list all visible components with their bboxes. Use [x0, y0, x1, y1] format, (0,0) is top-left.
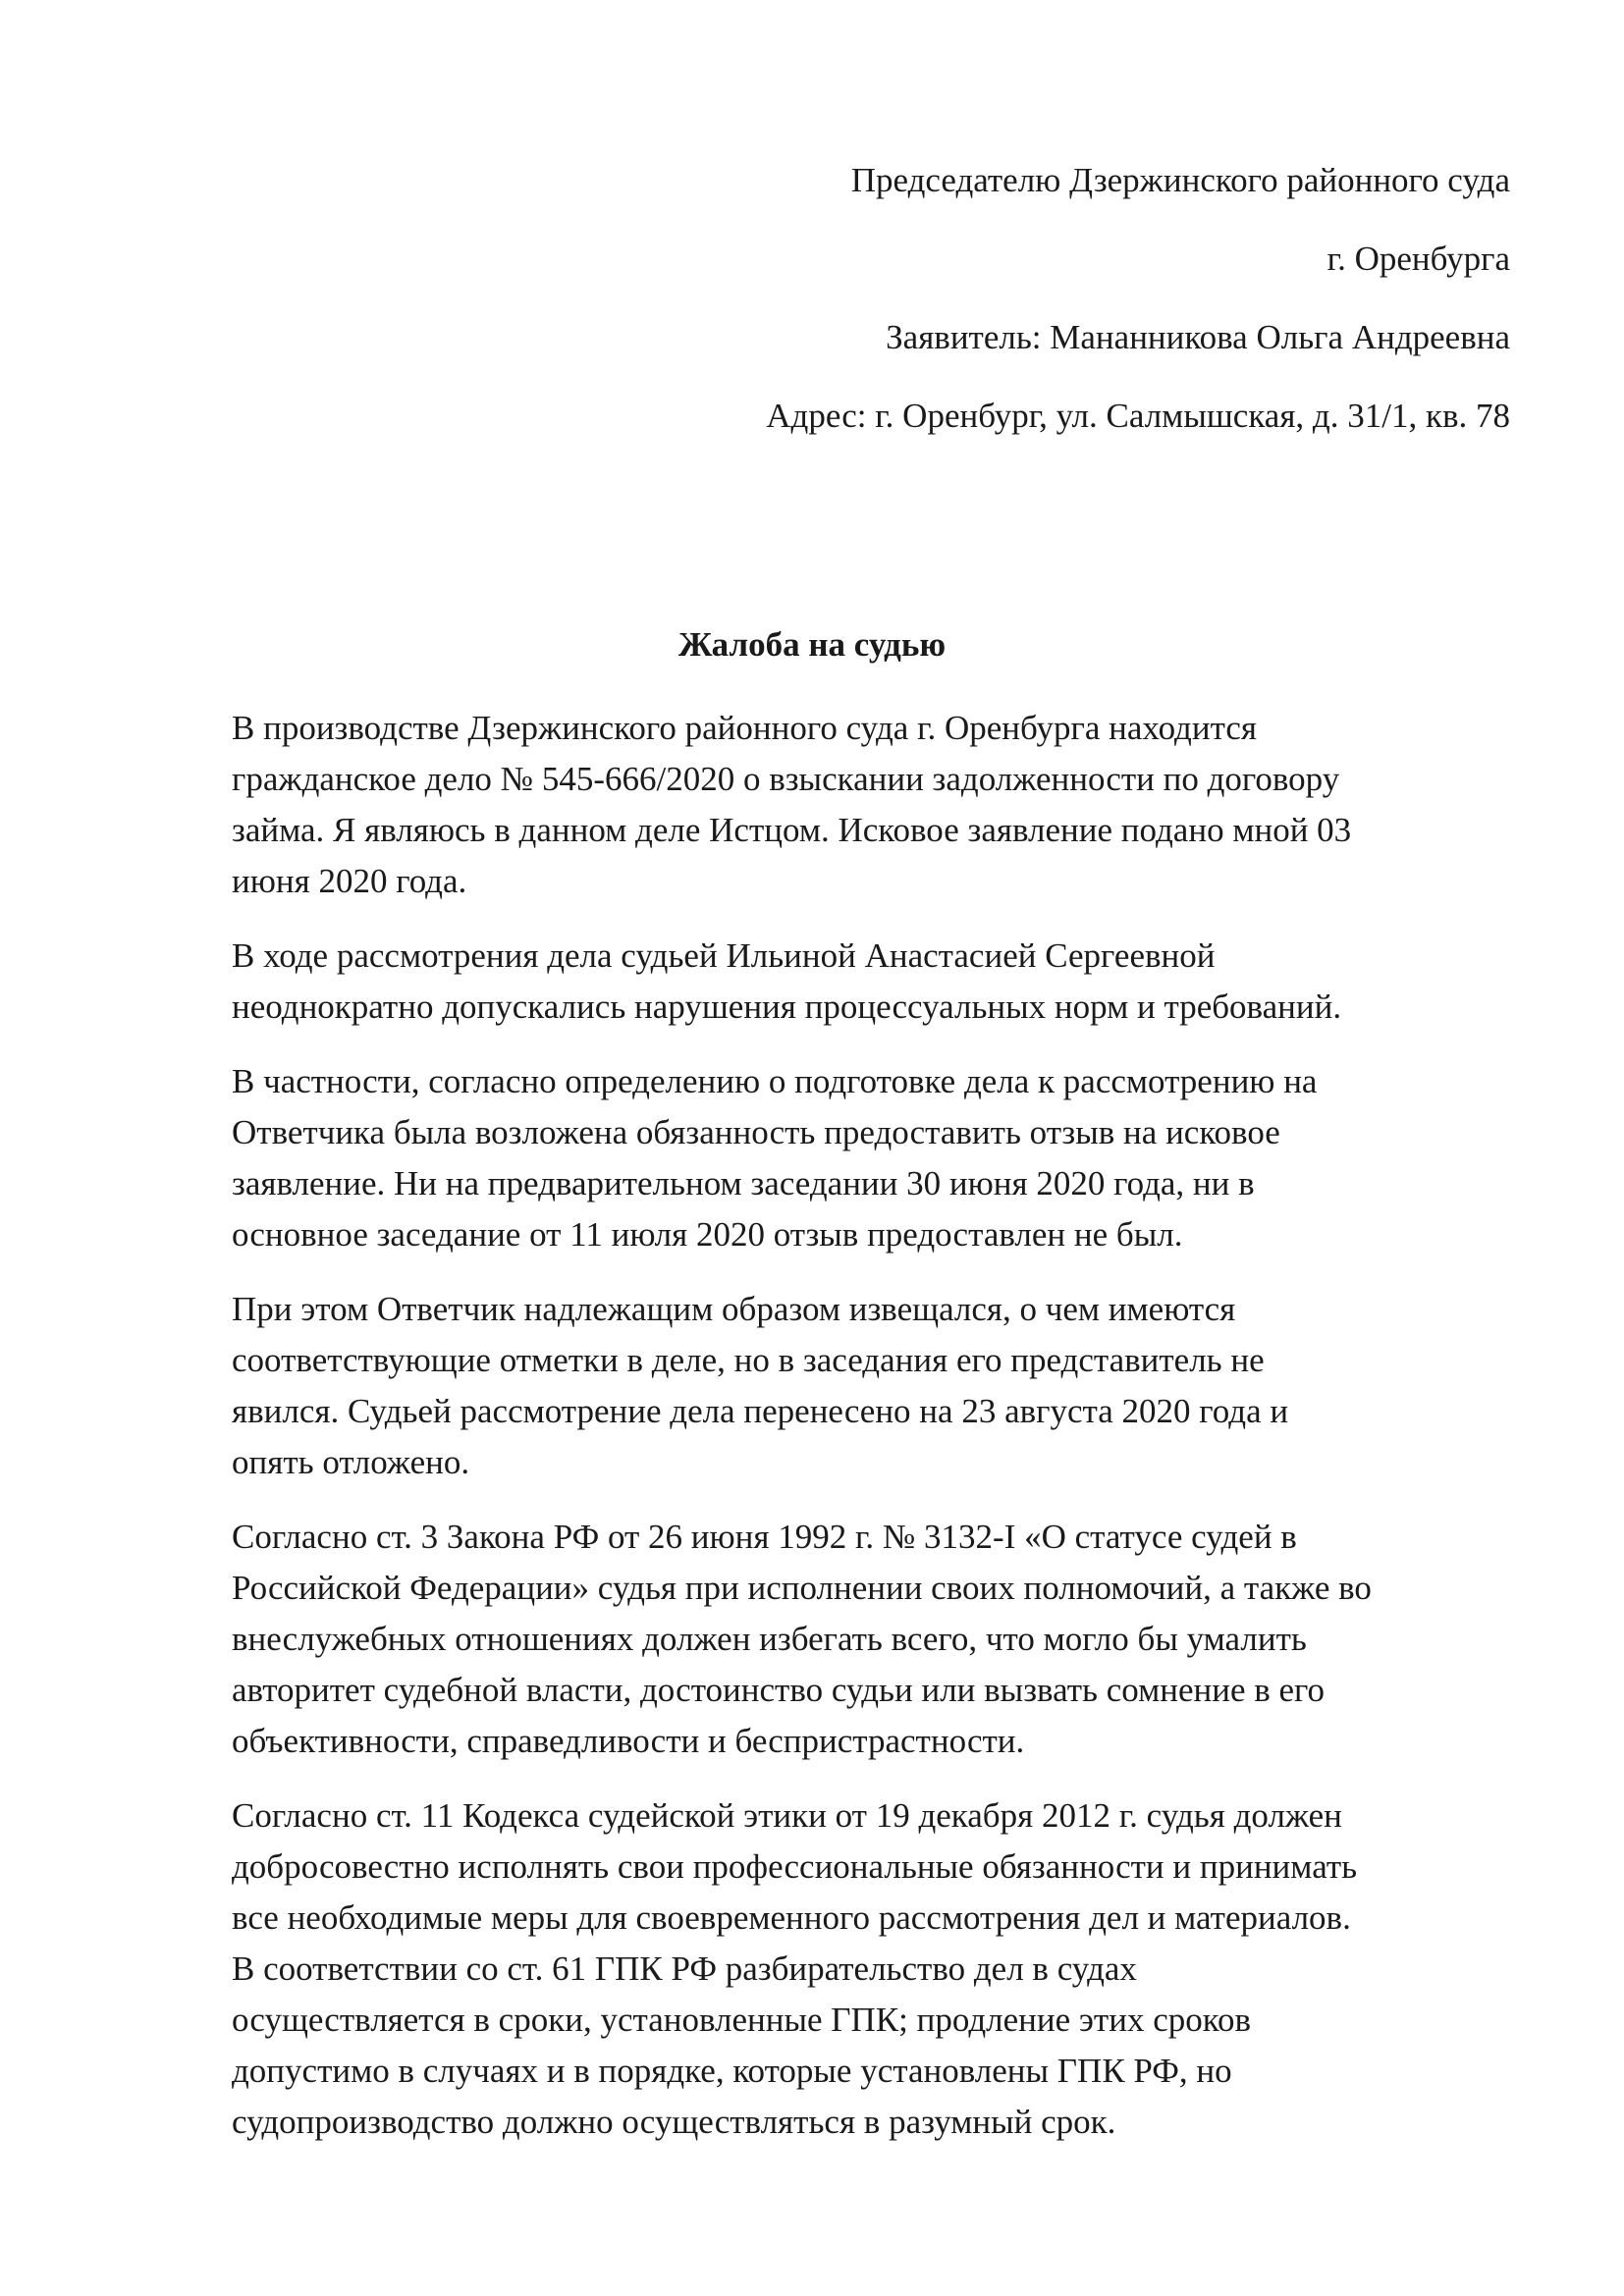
paragraph-line: внеслужебных отношениях должен избегать всего, что могло бы умалить	[232, 1620, 1307, 1658]
paragraph-line: объективности, справедливости и беспристрастности.	[232, 1722, 1025, 1760]
paragraph-line: допустимо в случаях и в порядке, которые установлены ГПК РФ, но	[232, 2052, 1232, 2090]
paragraph-line: заявление. Ни на предварительном заседании 30 июня 2020 года, ни в	[232, 1164, 1255, 1202]
paragraph-line: добросовестно исполнять свои профессиональные обязанности и принимать	[232, 1847, 1358, 1886]
paragraph-line: В ходе рассмотрения дела судьей Ильиной Анастасией Сергеевной	[232, 936, 1216, 975]
paragraph-2	[232, 931, 1528, 1033]
paragraph-line: В соответствии со ст. 61 ГПК РФ разбирательство дел в судах	[232, 1949, 1137, 1988]
city-line: г. Оренбурга	[1326, 240, 1510, 278]
paragraph-line: Российской Федерации» судья при исполнении своих полномочий, а также во	[232, 1569, 1372, 1607]
paragraph-line: соответствующие отметки в деле, но в заседания его представитель не	[232, 1341, 1265, 1379]
paragraph-6	[232, 1790, 1528, 2148]
paragraph-line: При этом Ответчик надлежащим образом извещался, о чем имеются	[232, 1290, 1236, 1328]
paragraph-1	[232, 703, 1528, 907]
recipient-line: Председателю Дзержинского районного суда	[850, 161, 1510, 199]
paragraph-line: Ответчика была возложена обязанность предоставить отзыв на исковое	[232, 1113, 1280, 1151]
paragraph-line: осуществляется в сроки, установленные ГПК; продление этих сроков	[232, 2001, 1251, 2039]
paragraph-line: все необходимые меры для своевременного рассмотрения дел и материалов.	[232, 1898, 1351, 1937]
paragraph-4	[232, 1284, 1528, 1488]
paragraph-line: В производстве Дзержинского районного суда г. Оренбурга находится	[232, 709, 1257, 747]
paragraph-line: Согласно ст. 11 Кодекса судейской этики от 19 декабря 2012 г. судья должен	[232, 1796, 1342, 1835]
address-line: Адрес: г. Оренбург, ул. Салмышская, д. 31/1, кв. 78	[766, 397, 1510, 435]
applicant-line: Заявитель: Мананникова Ольга Андреевна	[886, 318, 1510, 356]
paragraph-line: Согласно ст. 3 Закона РФ от 26 июня 1992 г. № 3132-I «О статусе судей в	[232, 1518, 1297, 1556]
paragraph-line: основное заседание от 11 июля 2020 отзыв предоставлен не был.	[232, 1215, 1183, 1254]
document-title: Жалоба на судью	[677, 625, 947, 664]
paragraph-line: опять отложено.	[232, 1443, 470, 1481]
paragraph-line: явился. Судьей рассмотрение дела перенесено на 23 августа 2020 года и	[232, 1392, 1289, 1430]
paragraph-line: займа. Я являюсь в данном деле Истцом. Исковое заявление подано мной 03	[232, 811, 1352, 849]
paragraph-line: судопроизводство должно осуществляться в разумный срок.	[232, 2103, 1116, 2141]
paragraph-line: июня 2020 года.	[232, 862, 467, 900]
paragraph-3	[232, 1056, 1528, 1260]
paragraph-line: В частности, согласно определению о подготовке дела к рассмотрению на	[232, 1062, 1318, 1100]
paragraph-line: неоднократно допускались нарушения процессуальных норм и требований.	[232, 988, 1342, 1026]
paragraph-line: авторитет судебной власти, достоинство судьи или вызвать сомнение в его	[232, 1671, 1326, 1709]
paragraph-5	[232, 1512, 1528, 1767]
paragraph-line: гражданское дело № 545-666/2020 о взыскании задолженности по договору	[232, 760, 1340, 798]
